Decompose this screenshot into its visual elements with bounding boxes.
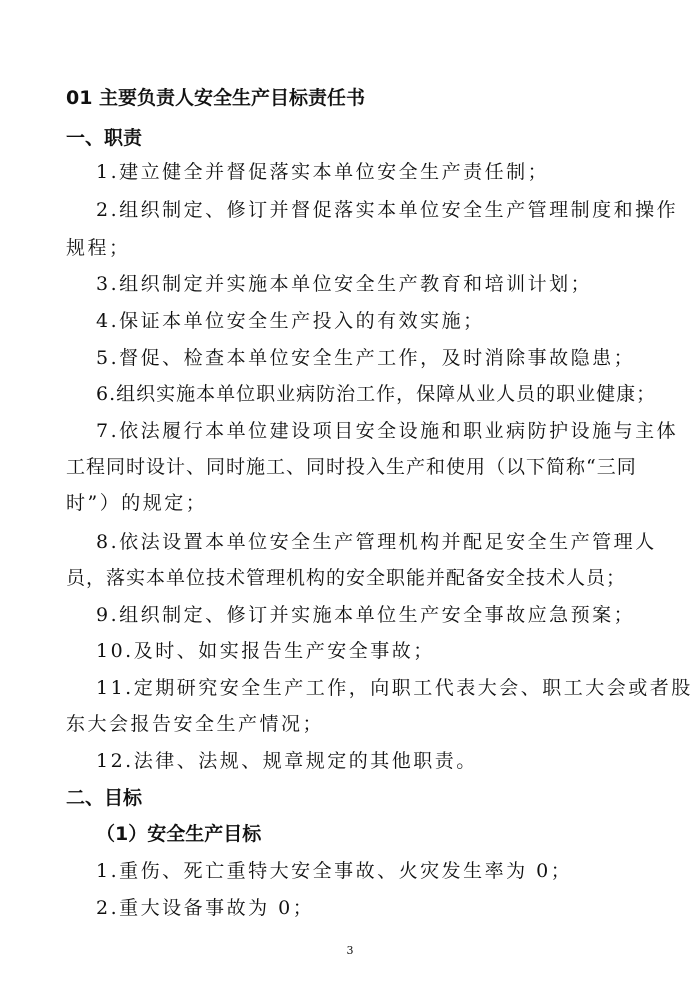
duty-item-2-cont: 规程； [66, 237, 131, 259]
page-number: 3 [346, 944, 354, 957]
duty-item-6: 6.组织实施本单位职业病防治工作，保障从业人员的职业健康； [96, 383, 657, 405]
section-heading-duties: 一、职责 [66, 127, 143, 149]
duty-item-12: 12.法律、法规、规章规定的其他职责。 [96, 750, 478, 772]
duty-item-8-cont: 员，落实本单位技术管理机构的安全职能并配备安全技术人员； [66, 567, 627, 589]
duty-item-11: 11.定期研究安全生产工作，向职工代表大会、职工大会或者股 [96, 677, 693, 699]
duty-item-7-cont2: 时”）的规定； [66, 492, 208, 514]
document-title: 01 主要负责人安全生产目标责任书 [66, 87, 366, 109]
duty-item-5: 5.督促、检查本单位安全生产工作，及时消除事故隐患； [96, 347, 636, 369]
duty-item-2: 2.组织制定、修订并督促落实本单位安全生产管理制度和操作 [96, 199, 679, 221]
duty-item-8: 8.依法设置本单位安全生产管理机构并配足安全生产管理人 [96, 531, 657, 553]
duty-item-9: 9.组织制定、修订并实施本单位生产安全事故应急预案； [96, 604, 636, 626]
duty-item-1: 1.建立健全并督促落实本单位安全生产责任制； [96, 161, 550, 183]
duty-item-7-cont: 工程同时设计、同时施工、同时投入生产和使用（以下简称“三同 [66, 456, 637, 478]
duty-item-11-cont: 东大会报告安全生产情况； [66, 713, 325, 735]
sub-heading-safety-targets: （1）安全生产目标 [96, 823, 262, 845]
target-item-1: 1.重伤、死亡重特大安全事故、火灾发生率为 0； [96, 860, 573, 882]
section-heading-targets: 二、目标 [66, 787, 143, 809]
duty-item-7: 7.依法履行本单位建设项目安全设施和职业病防护设施与主体 [96, 420, 679, 442]
duty-item-4: 4.保证本单位安全生产投入的有效实施； [96, 310, 485, 332]
duty-item-3: 3.组织制定并实施本单位安全生产教育和培训计划； [96, 273, 593, 295]
duty-item-10: 10.及时、如实报告生产安全事故； [96, 640, 435, 662]
target-item-2: 2.重大设备事故为 0； [96, 897, 315, 919]
